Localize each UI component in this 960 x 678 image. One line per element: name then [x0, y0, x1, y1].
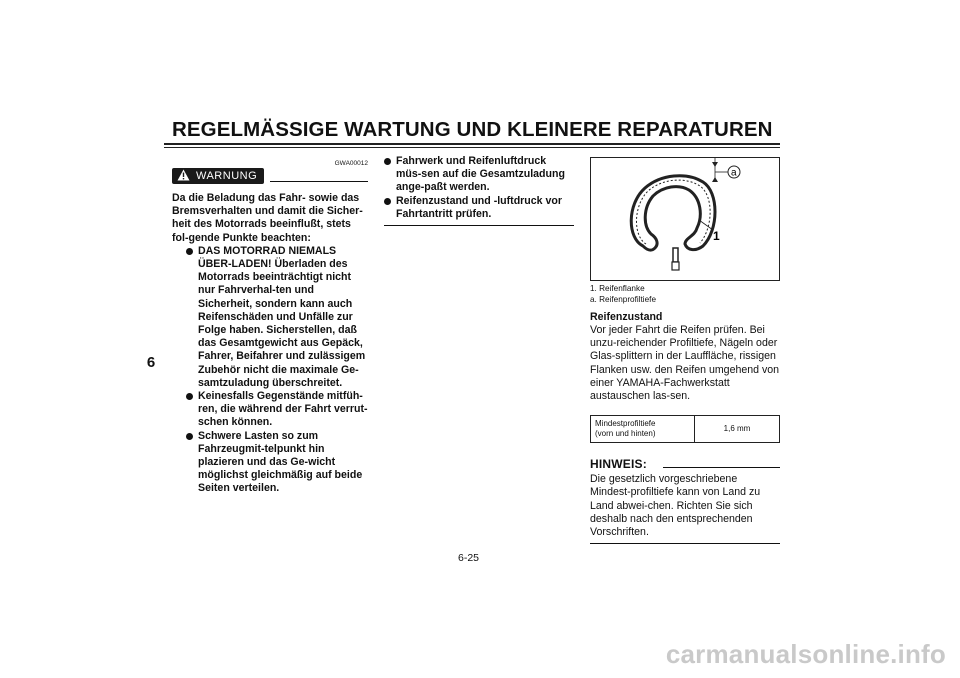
warning-rule — [270, 181, 368, 182]
header-rule-thin — [164, 147, 780, 148]
header-rule-thick — [164, 143, 780, 145]
warning-intro: Da die Beladung das Fahr- sowie das Bremsverhalten und damit die Sicher-heit des Motorrads beeinflußt, stets fol-gende Punkte beachten: — [172, 192, 363, 244]
figure-caption — [590, 284, 780, 305]
list-item: DAS MOTORRAD NIEMALS ÜBER-LADEN! Überladen des Motorrads beeinträchtigt nicht nur Fahrverhal-ten und Sicherheit, sondern kann auch Reifenschäden und Unfälle zur Folge haben. Sicherstellen, daß das Gesamtgewicht aus Gepäck, Fahrer, Beifahrer und zulässigem Zubehör nicht die maximale Ge-samtzuladung überschreitet. — [186, 245, 368, 390]
list-item: Keinesfalls Gegenstände mitfüh-ren, die während der Fahrt verrut-schen können. — [186, 390, 368, 430]
bullet-icon — [384, 198, 391, 205]
warning-triangle-icon — [177, 169, 190, 184]
note-text: Die gesetzlich vorgeschriebene Mindest-profiltiefe kann von Land zu Land abwei-chen. Richten Sie sich deshalb nach den entsprechenden Vorschriften. — [590, 473, 761, 539]
section-heading: Reifenzustand — [590, 311, 663, 323]
bullet-icon — [186, 433, 193, 440]
figure-label-1: 1 — [713, 229, 720, 243]
tire-cross-section-illustration — [591, 158, 779, 280]
bullet-icon — [186, 248, 193, 255]
warning-end-rule — [384, 225, 574, 226]
page-title: REGELMÄSSIGE WARTUNG UND KLEINERE REPARATUREN — [172, 118, 773, 141]
note-header — [590, 457, 780, 471]
figure-label-a: a — [731, 167, 737, 179]
watermark: carmanualsonline.info — [665, 639, 946, 669]
bullet-icon — [384, 158, 391, 165]
tire-figure — [590, 157, 780, 281]
spec-table — [590, 415, 780, 443]
warning-continued-column — [384, 155, 574, 226]
section-text: Vor jeder Fahrt die Reifen prüfen. Bei unzu-reichender Profiltiefe, Nägeln oder Glas-splittern in der Lauffläche, rissigen Flanken usw. den Reifen umgehend von einer YAMAHA-Fachwerkstatt austauschen las-sen. — [590, 324, 780, 403]
caption-line: a. Reifenprofiltiefe — [590, 294, 656, 304]
page-number: 6-25 — [458, 552, 480, 564]
warning-code: GWA00012 — [334, 160, 368, 167]
table-row — [591, 416, 780, 443]
list-item: Schwere Lasten so zum Fahrzeugmit-telpunkt hin plazieren und das Ge-wicht möglichst gleichmäßig auf beide Seiten verteilen. — [186, 430, 368, 496]
chapter-tab: 6 — [146, 354, 156, 371]
list-item: Reifenzustand und -luftdruck vor Fahrtantritt prüfen. — [384, 195, 574, 221]
caption-line: 1. Reifenflanke — [590, 284, 645, 293]
bullet-icon — [186, 393, 193, 400]
spec-label-cell: Mindestprofiltiefe (vorn und hinten) — [591, 416, 695, 443]
warning-badge — [172, 168, 264, 184]
list-item: Fahrwerk und Reifenluftdruck müs-sen auf die Gesamtzuladung ange-paßt werden. — [384, 155, 574, 195]
note-rule — [663, 467, 780, 468]
warning-header — [172, 168, 368, 186]
spec-value-cell: 1,6 mm — [695, 416, 780, 443]
note-title: HINWEIS: — [590, 457, 647, 472]
tire-column — [590, 157, 780, 544]
note-end-rule — [590, 543, 780, 544]
warning-column — [172, 160, 368, 496]
warning-label: WARNUNG — [196, 170, 258, 182]
